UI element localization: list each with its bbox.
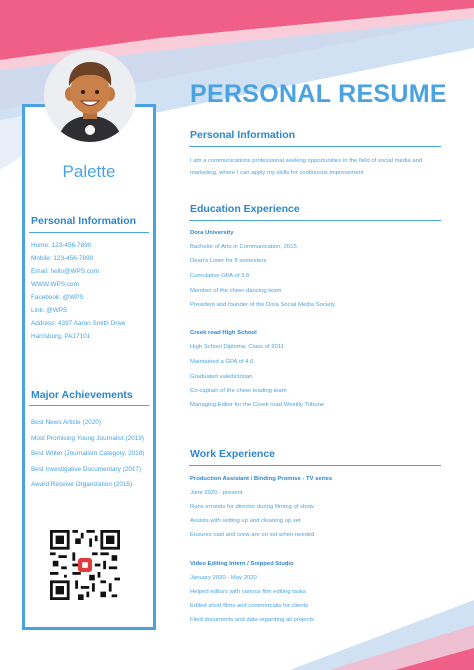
achievement-item: Best News Article (2020) (31, 419, 101, 426)
education-item: Member of the cheer dancing team (190, 288, 282, 294)
contact-facebook[interactable]: Facebook: @WPS (31, 294, 84, 301)
contact-address: Address: 4397 Aaron Smith Drive (31, 320, 126, 327)
avatar (44, 50, 136, 142)
profile-name: Palette (62, 162, 116, 181)
avatar-icon (44, 50, 136, 142)
qr-code-icon (50, 530, 120, 600)
work-item: Helped editors with various film editing tasks (190, 589, 306, 595)
education-item: Graduated valedictorian (190, 374, 253, 380)
achievements-heading: Major Achievements (31, 389, 133, 401)
work-heading: Work Experience (190, 448, 276, 460)
education-item: Managing Editor for the Creek road Weekly Tribune (190, 402, 325, 408)
divider (29, 405, 149, 406)
work-item: Ensures cast and crew are on set when needed (190, 532, 315, 538)
job-title: Production Assistant / Binding Promise - TV series (190, 476, 333, 482)
education-item: President and founder of the Dora Social Media Society (190, 302, 336, 308)
education-item: Co-captain of the cheer leading team (190, 388, 287, 394)
education-item: Dean's Lister for 8 semesters (190, 258, 267, 264)
work-item: June 2020 - present (190, 490, 243, 496)
education-item: Bachelor of Arts in Communication, 2015 (190, 244, 297, 250)
education-item: Cumulative GPA of 3.8 (190, 273, 250, 279)
education-item: Maintained a GPA of 4.0 (190, 359, 254, 365)
divider (29, 232, 149, 233)
school-name: Dora University (190, 230, 234, 236)
achievement-item: Award Receive Organization (2015) (31, 481, 133, 488)
achievement-item: Best Investigative Documentary (2017) (31, 465, 142, 473)
contact-list (31, 239, 126, 343)
achievement-item: Most Promising Young Journalist (2019) (31, 434, 144, 442)
personal-info-heading: Personal Information (190, 129, 296, 141)
contact-website[interactable]: WWW.WPS.com (31, 281, 79, 288)
work-item: Filed documents and data regarding all projects (190, 617, 315, 623)
contact-email[interactable]: Email: hello@WPS.com (31, 268, 99, 275)
page-title: PERSONAL RESUME (190, 80, 447, 108)
achievement-item: Best Writer (Journalism Category, 2018) (31, 450, 145, 457)
achievements-list (31, 415, 144, 493)
school-name: Creek road High School (190, 330, 257, 336)
divider (189, 146, 441, 147)
contact-link[interactable]: Link: @WPS (31, 307, 68, 314)
divider (189, 465, 441, 466)
contact-home: Home: 123-456-7890 (31, 242, 92, 249)
work-item: Runs errands for director during filming of show (190, 504, 314, 510)
sidebar-personal-heading: Personal Information (31, 215, 137, 227)
work-item: Edited short films and commercials for clients (190, 603, 309, 609)
education-heading: Education Experience (190, 203, 300, 215)
job-title: Video Editing Intern / Snipped Studio (190, 561, 294, 567)
work-item: January 2020 - May 2020 (190, 575, 257, 581)
education-item: High School Diploma, Class of 2011 (190, 344, 284, 350)
divider (189, 220, 441, 221)
contact-mobile: Mobile: 123-456-7890 (31, 255, 94, 262)
work-item: Assists with setting up and cleaning up set (190, 518, 301, 524)
contact-city: Harrisburg, PA17101 (31, 333, 91, 340)
personal-summary: I am a communications professional seeking opportunities in the field of social media and marketing, where I can apply my skills for continuous improvement (190, 158, 423, 176)
